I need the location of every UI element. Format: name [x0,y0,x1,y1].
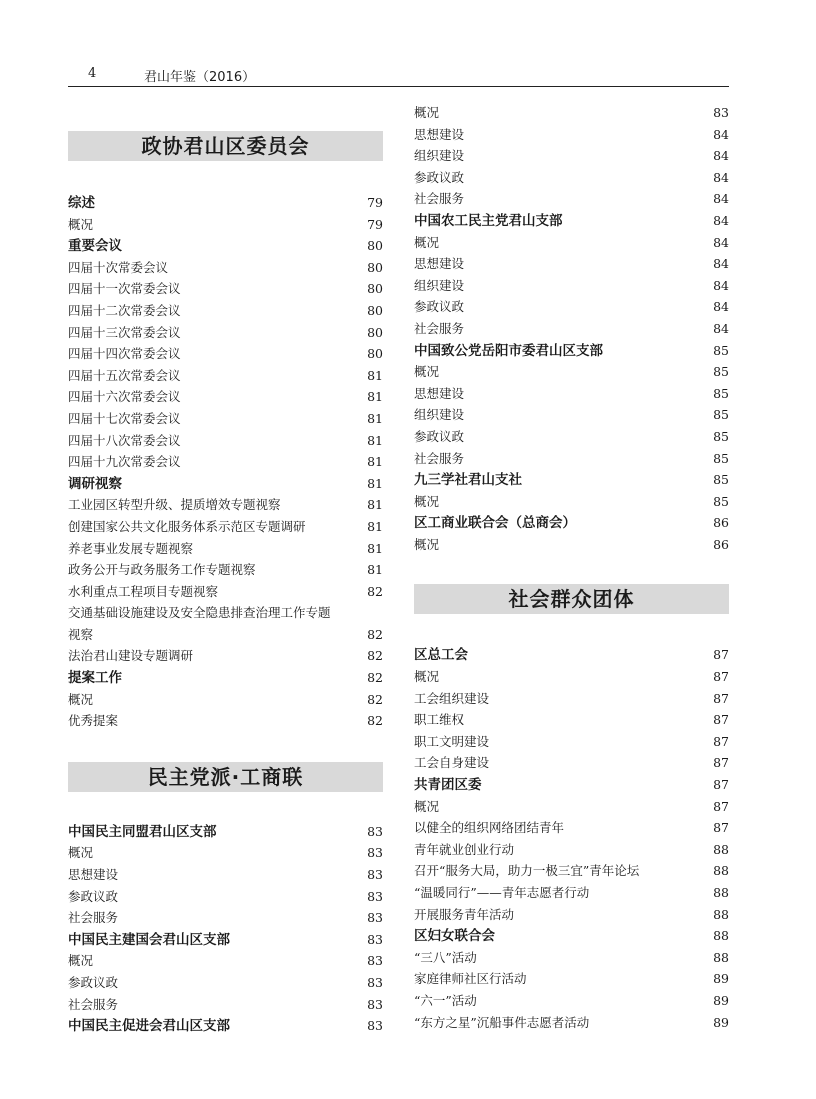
toc-entry[interactable] [414,318,729,340]
toc-entry-title: 概况 [414,493,440,509]
toc-heading[interactable] [414,469,729,491]
toc-entry-title: 区工商业联合会（总商会） [414,515,576,532]
toc-entry-page: 84 [713,148,729,164]
toc-entry-page: 82 [367,626,383,642]
toc-entry-page: 81 [367,497,383,513]
toc-entry-page: 86 [713,515,729,531]
toc-entry[interactable] [68,214,383,236]
toc-entry-title: 九三学社君山支社 [414,472,522,489]
toc-entry-page: 80 [367,324,383,340]
toc-entry-title: 概况 [414,234,440,250]
toc-entry-title: 创建国家公共文化服务体系示范区专题调研 [68,518,306,534]
toc-entry-title: 四届十三次常委会议 [68,324,181,340]
toc-entry-title: 概况 [414,798,440,814]
toc-entry-page: 88 [713,906,729,922]
toc-entry[interactable] [414,688,729,710]
toc-entry[interactable] [68,257,383,279]
section-banner-mass-orgs: 社会群众团体 [414,584,729,614]
toc-entry-page: 87 [713,669,729,685]
toc-entry-title: 社会服务 [68,996,119,1012]
toc-entry-title: 思想建设 [68,867,119,883]
toc-entry[interactable] [68,886,383,908]
toc-heading[interactable] [68,929,383,951]
toc-entry-title: 参政议政 [414,169,465,185]
toc-entry-title: 概况 [414,536,440,552]
toc-entry-title: 水利重点工程项目专题视察 [68,583,219,599]
toc-entry-page: 87 [713,777,729,793]
toc-entry-page: 83 [367,888,383,904]
toc-entry[interactable] [68,300,383,322]
toc-entry-title: 参政议政 [68,975,119,990]
toc-list-cppcc [68,192,383,602]
toc-entry[interactable] [414,296,729,318]
toc-entry-page: 83 [367,931,383,947]
toc-entry[interactable] [414,534,729,556]
toc-entry-page: 84 [713,299,729,315]
book-title: 君山年鉴（2016） [144,70,256,85]
toc-list-cppcc-cont [68,645,383,731]
toc-entry-page: 83 [367,975,383,990]
toc-entry-page: 80 [367,259,383,275]
toc-entry-page: 81 [367,475,383,491]
toc-entry-title: 概况 [68,953,94,969]
toc-entry-page: 85 [713,385,729,401]
toc-entry-title: 四届十七次常委会议 [68,410,181,426]
toc-heading[interactable] [414,340,729,362]
toc-entry[interactable] [414,752,729,774]
toc-entry-page: 87 [713,755,729,771]
toc-entry-page: 81 [367,410,383,426]
toc-entry[interactable] [68,494,383,516]
toc-entry-title: 四届十次常委会议 [68,259,169,275]
toc-entry[interactable] [414,947,729,969]
toc-entry-title: 社会服务 [414,320,465,336]
toc-entry-title: 组织建设 [414,148,465,164]
toc-entry-title: 工会组织建设 [414,690,490,706]
toc-entry-page: 81 [367,389,383,405]
toc-entry[interactable] [414,904,729,926]
toc-entry-title: 职工维权 [414,712,465,728]
toc-entry-page: 88 [713,949,729,965]
toc-entry[interactable] [68,842,383,864]
toc-entry-title: 四届十六次常委会议 [68,389,181,405]
toc-entry-title: 参政议政 [68,888,119,904]
toc-entry[interactable] [414,709,729,731]
toc-entry[interactable] [414,817,729,839]
toc-entry[interactable] [68,994,383,1016]
toc-entry[interactable] [414,188,729,210]
toc-entry[interactable] [414,275,729,297]
toc-entry-page: 83 [367,996,383,1012]
toc-entry[interactable] [414,232,729,254]
toc-entry-page: 87 [713,798,729,814]
toc-entry[interactable] [68,950,383,972]
toc-entry[interactable] [414,968,729,990]
toc-entry-page: 85 [713,450,729,466]
toc-entry-page: 83 [367,845,383,861]
toc-entry-title: “东方之星”沉船事件志愿者活动 [414,1014,590,1030]
toc-entry-page: 84 [713,191,729,207]
toc-entry[interactable] [68,516,383,538]
toc-entry-page: 88 [713,928,729,944]
toc-entry[interactable] [414,145,729,167]
toc-entry[interactable] [68,581,383,603]
toc-entry[interactable] [68,451,383,473]
toc-entry-page: 83 [713,105,729,120]
toc-entry-page: 80 [367,281,383,297]
toc-entry-title: 概况 [68,691,94,707]
toc-entry[interactable] [414,124,729,146]
toc-entry-title: 交通基础设施建设及安全隐患排查治理工作专题 [68,605,331,621]
running-header [68,66,729,87]
toc-entry-page: 83 [367,823,383,839]
toc-entry-title: 社会服务 [68,910,119,926]
toc-entry[interactable] [414,426,729,448]
toc-entry-page: 87 [713,820,729,836]
toc-entry-title: 家庭律师社区行活动 [414,971,527,987]
toc-entry-title: 思想建设 [414,126,465,142]
toc-entry-page: 84 [713,212,729,228]
toc-entry-title: 职工文明建设 [414,733,490,749]
toc-entry[interactable] [414,796,729,818]
toc-entry-title: 开展服务青年活动 [414,906,515,922]
toc-entry-page: 81 [367,432,383,448]
toc-entry-page: 81 [367,540,383,556]
toc-entry[interactable] [414,404,729,426]
toc-entry[interactable] [68,538,383,560]
toc-entry-title: 工业园区转型升级、提质增效专题视察 [68,497,281,513]
toc-entry-page: 85 [713,342,729,358]
toc-heading[interactable] [68,1015,383,1037]
section-banner-cppcc: 政协君山区委员会 [68,131,383,161]
toc-entry-page: 80 [367,238,383,254]
toc-entry[interactable] [68,689,383,711]
toc-entry-title: “三八”活动 [414,949,477,965]
toc-entry-page: 84 [713,320,729,336]
toc-entry[interactable] [68,278,383,300]
toc-list-mass-orgs [414,644,729,1033]
toc-entry-title: 共青团区委 [414,777,482,794]
toc-entry[interactable] [414,167,729,189]
toc-entry-title: 参政议政 [414,299,465,315]
toc-entry-title: 工会自身建设 [414,755,490,771]
toc-entry[interactable] [68,645,383,667]
toc-entry[interactable] [68,386,383,408]
toc-entry-page: 82 [367,691,383,707]
toc-entry-page: 88 [713,841,729,857]
toc-entry[interactable] [68,408,383,430]
toc-entry[interactable] [414,383,729,405]
toc-entry-page: 85 [713,407,729,423]
toc-entry[interactable] [68,972,383,994]
toc-entry-title: 中国民主同盟君山区支部 [68,823,217,840]
toc-entry-title: 组织建设 [414,407,465,423]
toc-entry-title: 四届十二次常委会议 [68,302,181,318]
toc-entry-page: 84 [713,277,729,293]
toc-entry-title: 概况 [414,105,440,120]
toc-entry-page: 84 [713,234,729,250]
section-banner-parties: 民主党派·工商联 [68,762,383,792]
toc-entry-title: 四届十一次常委会议 [68,281,181,297]
toc-entry-title: 思想建设 [414,256,465,272]
toc-heading[interactable] [68,821,383,843]
toc-entry-title: 四届十九次常委会议 [68,454,181,470]
toc-entry-page: 82 [367,648,383,664]
toc-entry-title: 概况 [68,845,94,861]
toc-heading[interactable] [414,774,729,796]
toc-entry-title: 中国农工民主党君山支部 [414,212,563,229]
toc-entry-page: 83 [367,867,383,883]
toc-entry-page: 88 [713,885,729,900]
toc-heading[interactable] [68,473,383,495]
toc-entry-page: 81 [367,562,383,578]
toc-entry-title: 召开“服务大局，助力一极三宜”青年论坛 [414,863,640,879]
toc-entry-page: 87 [713,647,729,663]
left-column [68,100,383,1037]
toc-entry[interactable] [68,602,383,645]
toc-heading[interactable] [414,644,729,666]
toc-entry[interactable] [414,731,729,753]
toc-entry-title: 以健全的组织网络团结青年 [414,820,565,836]
toc-entry[interactable] [414,1012,729,1034]
toc-heading[interactable] [414,512,729,534]
page-number: 4 [88,66,97,81]
toc-entry-title: 区妇女联合会 [414,928,495,945]
toc-entry-page: 84 [713,256,729,272]
toc-entry[interactable] [414,102,729,124]
toc-entry-title: 优秀提案 [68,713,119,729]
toc-entry-title: 四届十四次常委会议 [68,346,181,362]
toc-entry-title-cont: 视察 [68,626,94,642]
toc-entry-page: 85 [713,472,729,488]
toc-entry-page: 84 [713,126,729,142]
toc-entry-title: 政务公开与政务服务工作专题视察 [68,562,256,578]
toc-entry[interactable] [68,322,383,344]
toc-entry-page: 79 [367,195,383,210]
toc-entry-title: 概况 [68,216,94,232]
toc-entry[interactable] [414,990,729,1012]
toc-entry-page: 87 [713,733,729,749]
toc-entry-page: 83 [367,1018,383,1034]
toc-entry[interactable] [68,907,383,929]
toc-entry-page: 87 [713,712,729,728]
toc-entry-page: 81 [367,454,383,470]
toc-entry[interactable] [414,860,729,882]
toc-entry[interactable] [68,864,383,886]
toc-entry[interactable] [414,882,729,904]
toc-entry-page: 83 [367,910,383,926]
toc-entry-page: 89 [713,971,729,987]
toc-entry-page: 79 [367,216,383,232]
toc-entry-page: 85 [713,428,729,444]
toc-entry-page: 85 [713,493,729,509]
toc-entry-title: “六一”活动 [414,992,477,1008]
toc-entry[interactable] [414,361,729,383]
toc-entry-page: 82 [367,583,383,599]
toc-entry-title: 综述 [68,195,95,211]
toc-entry-title: 区总工会 [414,647,468,664]
toc-entry-page: 81 [367,518,383,534]
toc-entry-title: 调研视察 [68,475,122,492]
toc-entry-title: 社会服务 [414,450,465,466]
toc-entry[interactable] [68,343,383,365]
toc-entry-page: 81 [367,367,383,383]
toc-heading[interactable] [68,235,383,257]
toc-entry-page: 85 [713,364,729,380]
toc-entry-page: 80 [367,302,383,318]
toc-entry[interactable] [68,365,383,387]
toc-entry-title: 组织建设 [414,277,465,293]
toc-entry-title: 概况 [414,669,440,685]
toc-entry-page: 82 [367,670,383,686]
toc-entry-page: 89 [713,992,729,1008]
toc-entry-title: 养老事业发展专题视察 [68,540,194,556]
toc-entry-title: 青年就业创业行动 [414,841,515,857]
toc-entry-title: 社会服务 [414,191,465,207]
toc-entry-title: 中国民主促进会君山区支部 [68,1018,230,1035]
toc-entry-title: 四届十八次常委会议 [68,432,181,448]
right-column [414,100,729,1033]
toc-heading[interactable] [414,210,729,232]
toc-heading[interactable] [68,192,383,214]
toc-entry[interactable] [414,839,729,861]
toc-entry-page: 84 [713,169,729,185]
toc-entry-title: 提案工作 [68,670,122,687]
toc-entry-page: 86 [713,536,729,552]
toc-entry-title: 重要会议 [68,238,122,255]
toc-list-parties-cont [414,102,729,555]
toc-entry-page: 89 [713,1014,729,1030]
toc-entry[interactable] [414,666,729,688]
toc-heading[interactable] [68,667,383,689]
toc-entry[interactable] [414,448,729,470]
toc-entry[interactable] [68,430,383,452]
toc-entry[interactable] [414,253,729,275]
toc-entry-title: 法治君山建设专题调研 [68,648,194,664]
toc-entry-page: 88 [713,863,729,879]
toc-entry[interactable] [414,491,729,513]
toc-entry[interactable] [68,559,383,581]
toc-entry-page: 83 [367,953,383,969]
toc-list-parties [68,821,383,1037]
toc-entry-title: “温暖同行”——青年志愿者行动 [414,885,590,900]
toc-entry-title: 概况 [414,364,440,380]
toc-entry-title: 思想建设 [414,385,465,401]
toc-entry-page: 87 [713,690,729,706]
toc-entry-title: 中国民主建国会君山区支部 [68,931,230,948]
toc-entry-title: 参政议政 [414,428,465,444]
toc-entry-title: 中国致公党岳阳市委君山区支部 [414,342,603,359]
toc-entry-page: 80 [367,346,383,362]
toc-entry[interactable] [68,710,383,732]
toc-entry-page: 82 [367,713,383,729]
toc-entry-title: 四届十五次常委会议 [68,367,181,383]
toc-heading[interactable] [414,925,729,947]
